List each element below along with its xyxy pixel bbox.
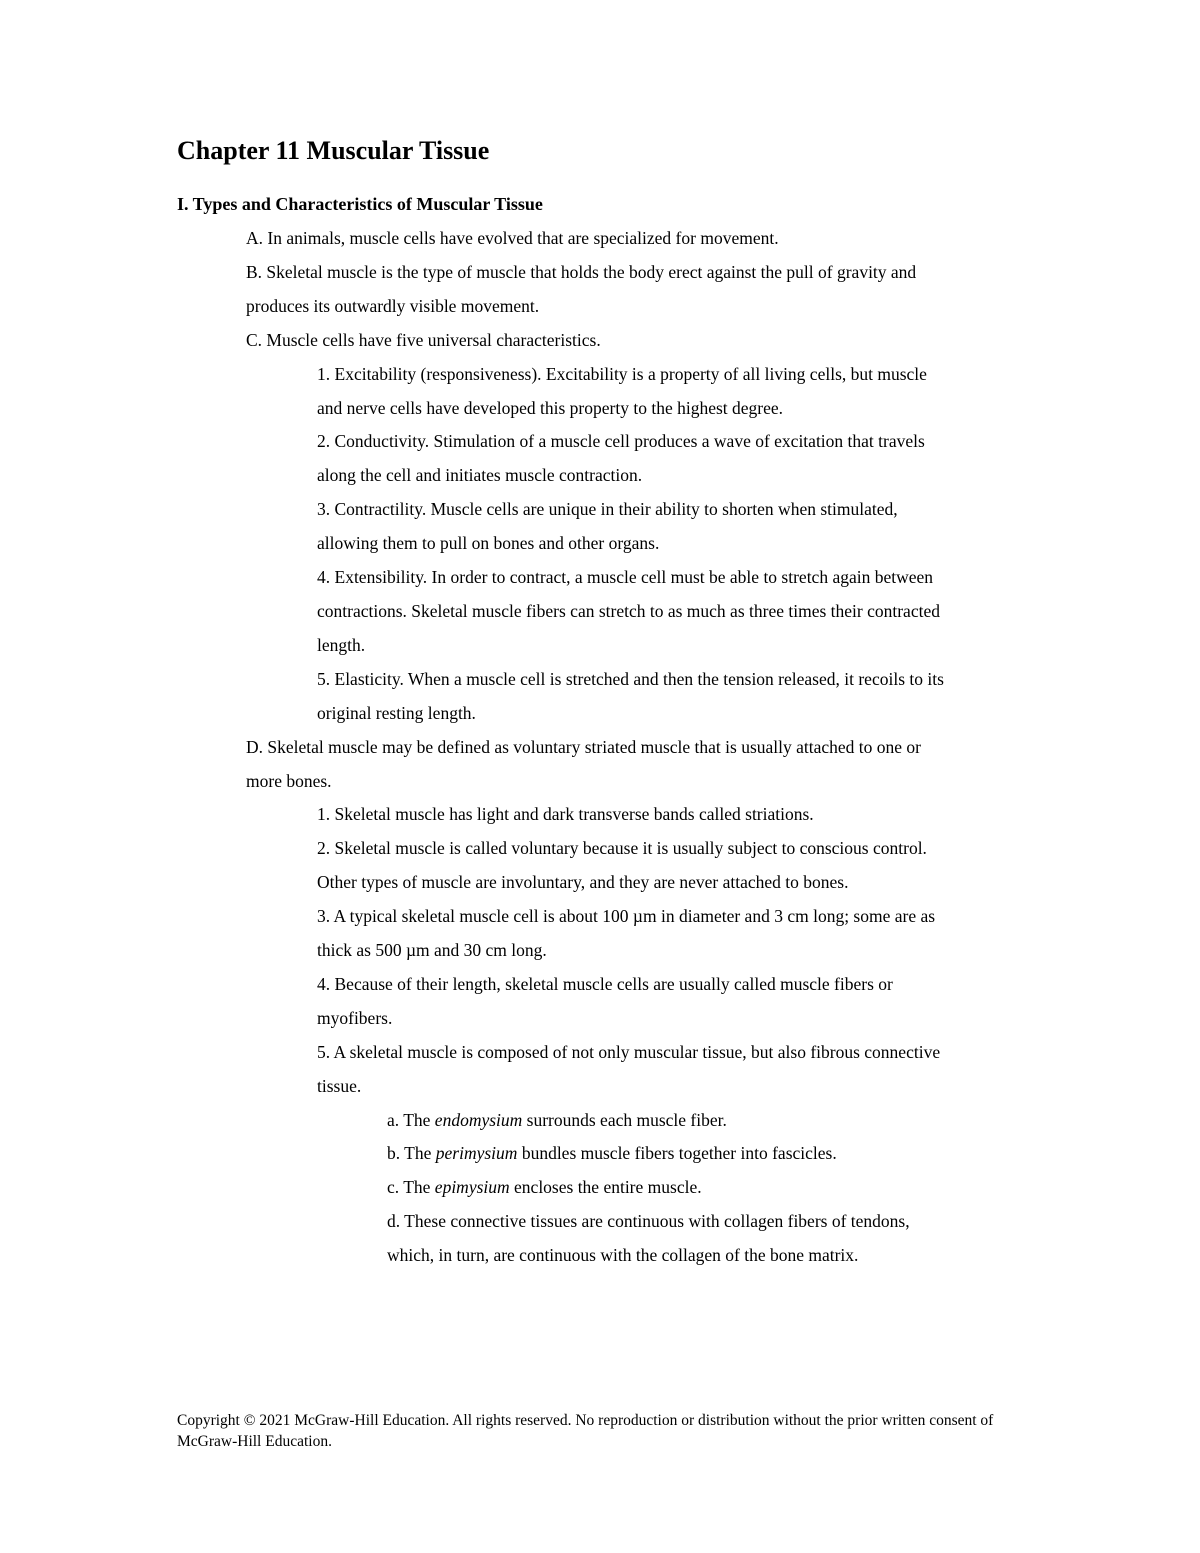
body-line: 5. Elasticity. When a muscle cell is stretched and then the tension released, it recoils to its — [317, 668, 944, 689]
sub-item-text: surrounds each muscle fiber. — [522, 1109, 727, 1130]
body-line: 3. Contractility. Muscle cells are unique in their ability to shorten when stimulated, — [317, 499, 898, 520]
body-line: allowing them to pull on bones and other organs. — [317, 533, 660, 554]
body-line: original resting length. — [317, 702, 476, 723]
page-title: Chapter 11 Muscular Tissue — [177, 136, 490, 165]
body-line: 2. Conductivity. Stimulation of a muscle cell produces a wave of excitation that travels — [317, 431, 925, 452]
body-line: length. — [317, 634, 366, 655]
sub-item-prefix: c. The — [387, 1177, 435, 1198]
body-line: myofibers. — [317, 1007, 393, 1028]
body-line: 3. A typical skeletal muscle cell is about 100 µm in diameter and 3 cm long; some are as — [317, 906, 936, 927]
body-line: A. In animals, muscle cells have evolved that are specialized for movement. — [246, 228, 779, 248]
body-line: 1. Skeletal muscle has light and dark transverse bands called striations. — [317, 804, 814, 825]
body-line: along the cell and initiates muscle contraction. — [317, 465, 643, 486]
term-perimysium: perimysium — [435, 1143, 518, 1164]
body-line: which, in turn, are continuous with the collagen of the bone matrix. — [387, 1245, 859, 1266]
sub-item-prefix: a. The — [387, 1109, 435, 1130]
body-line: B. Skeletal muscle is the type of muscle that holds the body erect against the pull of gravity and — [246, 261, 917, 282]
body-line: and nerve cells have developed this property to the highest degree. — [317, 397, 784, 418]
body-line: d. These connective tissues are continuous with collagen fibers of tendons, — [387, 1211, 910, 1232]
body-line: 1. Excitability (responsiveness). Excitability is a property of all living cells, but muscle — [317, 363, 927, 384]
body-line: 5. A skeletal muscle is composed of not only muscular tissue, but also fibrous connective — [317, 1041, 941, 1062]
term-epimysium: epimysium — [434, 1177, 510, 1198]
body-line: contractions. Skeletal muscle fibers can stretch to as much as three times their contracted — [317, 600, 940, 621]
body-line: 2. Skeletal muscle is called voluntary because it is usually subject to conscious control. — [317, 838, 927, 859]
body-line: tissue. — [317, 1075, 362, 1096]
term-endomysium: endomysium — [434, 1109, 523, 1130]
sub-item-text: encloses the entire muscle. — [509, 1177, 702, 1198]
sub-item-text: bundles muscle fibers together into fascicles. — [517, 1143, 837, 1164]
body-line: Other types of muscle are involuntary, and they are never attached to bones. — [317, 872, 849, 893]
body-line: produces its outwardly visible movement. — [246, 295, 540, 316]
sub-item-prefix: b. The — [387, 1143, 436, 1164]
sub-item-epimysium — [0, 1171, 1200, 1205]
body-line: C. Muscle cells have five universal characteristics. — [246, 329, 601, 350]
body-line: D. Skeletal muscle may be defined as voluntary striated muscle that is usually attached to one or — [246, 736, 922, 757]
body-line: 4. Because of their length, skeletal muscle cells are usually called muscle fibers or — [317, 973, 893, 994]
sub-item-endomysium — [0, 1104, 1200, 1138]
body-line: thick as 500 µm and 30 cm long. — [317, 940, 547, 961]
copyright-footer: Copyright © 2021 McGraw-Hill Education. All rights reserved. No reproduction or distribution without the prior written consent of McGraw-Hill Education. — [177, 1412, 994, 1450]
section-heading: I. Types and Characteristics of Muscular Tissue — [177, 194, 543, 214]
document-body — [0, 222, 1200, 1273]
body-line: more bones. — [246, 770, 332, 791]
body-line: 4. Extensibility. In order to contract, a muscle cell must be able to stretch again between — [317, 567, 934, 588]
sub-item-perimysium — [0, 1137, 1200, 1171]
